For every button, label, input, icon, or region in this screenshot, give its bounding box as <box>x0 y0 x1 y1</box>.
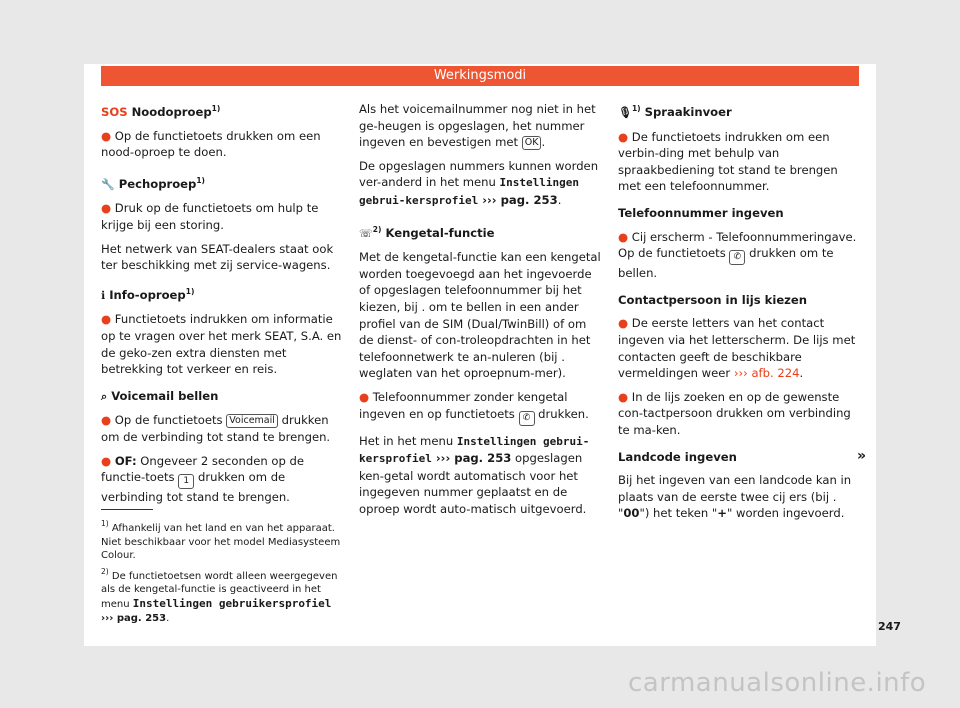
footnote-2: $^{2)}$ De functietoetsen wordt alleen weergegeven als de kengetal-functie is geactiveerd in het menu Instellingen gebruikersprofiel ››› pag. 253. <box>101 566 338 624</box>
continue-marker: » <box>857 448 867 464</box>
landcode-text: Bij het ingeven van een landcode kan in plaats van de eerste twee cij ers (bij . "00") het teken "+" worden ingevoerd. <box>618 473 852 521</box>
contact-text: ● De eerste letters van het contact ingeven via het letterscherm. De lijs met contacten geeft de beschikbare vermeldingen weer ››› afb. 224. <box>618 316 856 381</box>
info-text: ● Functietoets indrukken om informatie op te vragen over het merk SEAT, S.A. en de geko-zen extra diensten met betrekking tot verkeer en reis. <box>101 312 342 377</box>
voicemail-heading: ⌕ Voicemail bellen <box>101 388 219 403</box>
section-banner: Werkingsmodi <box>101 66 859 86</box>
voicemail-store-text: Als het voicemailnummer nog niet in het ge-heugen is opgeslagen, het nummer ingeven en bevestigen met OK . <box>359 102 596 150</box>
watermark: carmanualsonline.info <box>628 668 927 698</box>
menu-change-text: De opgeslagen nummers kunnen worden ver-anderd in het menu Instellingen gebrui-kersprofiel ››› pag. 253. <box>359 158 599 207</box>
pech-text: ● Druk op de functietoets om hulp te krijge bij een storing. <box>101 201 319 232</box>
telefoon-text: ● Cij erscherm - Telefoonnummeringave. Op de functietoets ✆ drukken om te bellen. <box>618 229 857 281</box>
info-heading: ℹ Info-oproep$^{1)}$ <box>101 286 195 302</box>
microphone-icon: 🎙 <box>618 106 632 119</box>
voicemail-text: ● Op de functietoets Voicemail drukken om de verbinding tot stand te brengen. <box>101 413 331 444</box>
phone-icon: ✆ <box>519 411 535 426</box>
of-text: ● OF: Ongeveer 2 seconden op de functie-toets 1 drukken om de verbinding tot stand te brengen. <box>101 453 305 505</box>
phone-icon: ✆ <box>729 250 745 265</box>
contact-search-text: ● In de lijs zoeken en op de gewenste con-tactpersoon drukken om verbinding te ma-ken. <box>618 389 851 437</box>
voicemail-key: Voicemail <box>226 414 278 428</box>
sos-heading: SOS Noodoproep$^{1)}$ <box>101 104 221 119</box>
ok-key: OK <box>522 136 542 150</box>
sos-label: SOS <box>101 105 128 119</box>
kengetal-bullet: ● Telefoonnummer zonder kengetal ingeven en op functietoets ✆ drukken. <box>359 389 602 426</box>
column-1 <box>101 101 344 513</box>
landcode-heading: Landcode ingeven <box>618 449 737 464</box>
page-number: 247 <box>878 620 901 633</box>
pech-note: Het netwerk van SEAT-dealers staat ook ter beschikking met zij service-wagens. <box>101 241 334 273</box>
kengetal-auto-text: Het in het menu Instellingen gebrui-kersprofiel ››› pag. 253 opgeslagen ken-getal wordt automatisch voor het ingegeven nummer geplaatst en de oproep wordt auto-matisch uitgevoerd. <box>359 433 590 516</box>
kengetal-heading: ☏$^{2)}$ Kengetal-functie <box>359 224 495 240</box>
footnote-divider <box>101 509 153 510</box>
pech-heading: 🔧 Pechoproep$^{1)}$ <box>101 175 205 191</box>
contact-heading: Contactpersoon in lijs kiezen <box>618 292 808 307</box>
spraak-text: ● De functietoets indrukken om een verbin-ding met behulp van spraakbediening tot stand te brengen met een telefoonnummer. <box>618 129 838 194</box>
telefoon-heading: Telefoonnummer ingeven <box>618 205 784 220</box>
spraak-heading: 🎙$^{1)}$ Spraakinvoer <box>618 104 732 119</box>
column-2 <box>359 101 602 524</box>
figure-link[interactable]: ››› afb. 224 <box>733 366 800 381</box>
key-1-icon: 1 <box>178 474 194 489</box>
wrench-icon: 🔧 <box>101 177 115 191</box>
info-icon: ℹ <box>101 288 106 302</box>
kengetal-icon: ☏ <box>359 226 373 240</box>
column-3 <box>618 101 861 529</box>
footnote-1: $^{1)}$ Afhankelij van het land en van het apparaat. Niet beschikbaar voor het model Mediasysteem Colour. <box>101 519 341 562</box>
voicemail-icon: ⌕ <box>101 389 108 403</box>
kengetal-text: Met de kengetal-functie kan een kengetal worden toegevoegd aan het ingevoerde of opgeslagen telefoonnummer bij het kiezen, bij . om te bellen in een ander profiel van de SIM (Dual/TwinBill) of om de dienst- of con-troleopdrachten in het telefoonnetwerk te an-nuleren (bij . weglaten van het oproepnum-mer). <box>359 250 601 381</box>
sos-text: ● Op de functietoets drukken om een nood-oproep te doen. <box>101 128 321 160</box>
footnotes <box>101 517 346 627</box>
